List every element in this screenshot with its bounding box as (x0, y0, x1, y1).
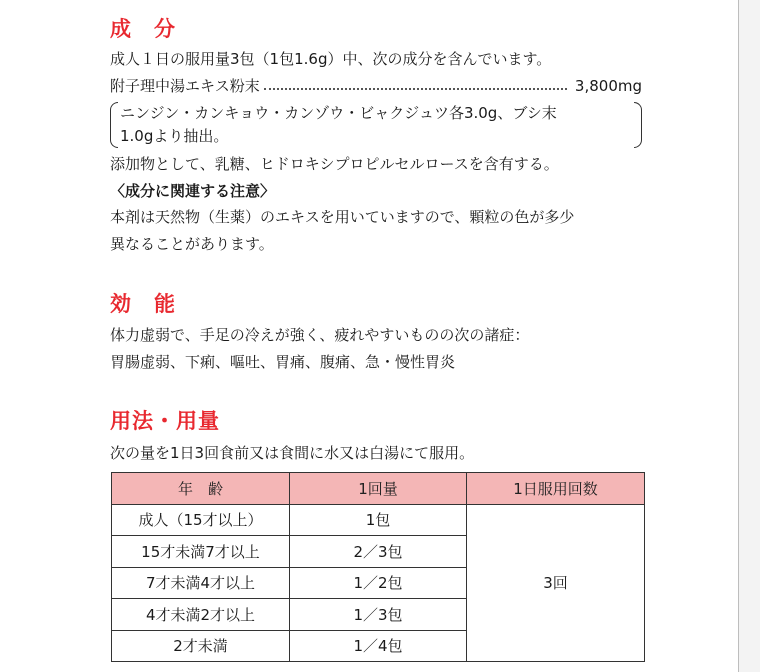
row-amount: 2／3包 (290, 536, 467, 568)
ingredients-note-line-1: 本剤は天然物（生薬）のエキスを用いていますので、顆粒の色が多少 (110, 208, 575, 226)
dot-leader (264, 88, 567, 90)
table-header-row (112, 473, 645, 505)
row-amount: 1／2包 (290, 567, 467, 599)
ingredients-note-line-2: 異なることがあります。 (110, 235, 274, 253)
row-amount: 1／3包 (290, 599, 467, 631)
efficacy-heading: 効 能 (110, 292, 176, 316)
table-row (112, 504, 645, 536)
ingredients-note-heading: 〈成分に関連する注意〉 (110, 182, 276, 200)
row-amount: 1包 (290, 504, 467, 536)
row-age: 4才未満2才以上 (112, 599, 290, 631)
ingredient-name: 附子理中湯エキス粉末 (110, 77, 260, 95)
left-bracket (110, 102, 118, 148)
row-age: 成人（15才以上） (112, 504, 290, 536)
ingredients-intro: 成人１日の服用量3包（1包1.6g）中、次の成分を含んでいます。 (110, 50, 552, 68)
herb-composition-bracket (110, 102, 642, 148)
row-age: 15才未満7才以上 (112, 536, 290, 568)
times-per-day-cell: 3回 (467, 504, 645, 662)
herbs-line-1: ニンジン・カンキョウ・カンゾウ・ビャクジュツ各3.0g、ブシ末 (120, 104, 557, 122)
ingredient-item-row (110, 76, 642, 96)
row-age: 2才未満 (112, 630, 290, 662)
right-bracket (634, 102, 642, 148)
row-age: 7才未満4才以上 (112, 567, 290, 599)
header-single-dose: 1回量 (290, 473, 467, 505)
additives-text: 添加物として、乳糖、ヒドロキシプロピルセルロースを含有する。 (110, 155, 559, 173)
dosage-instruction: 次の量を1日3回食前又は食間に水又は白湯にて服用。 (110, 444, 475, 462)
header-daily-times: 1日服用回数 (467, 473, 645, 505)
herbs-line-2: 1.0gより抽出。 (120, 127, 229, 145)
efficacy-line-1: 体力虚弱で、手足の冷えが強く、疲れやすいものの次の諸症： (110, 326, 530, 344)
efficacy-line-2: 胃腸虚弱、下痢、嘔吐、胃痛、腹痛、急・慢性胃炎 (110, 353, 456, 371)
viewer-margin (739, 0, 760, 672)
row-amount: 1／4包 (290, 630, 467, 662)
header-age: 年 齢 (112, 473, 290, 505)
dosage-table (111, 472, 645, 662)
ingredients-heading: 成 分 (110, 17, 176, 41)
ingredient-amount: 3,800mg (574, 77, 642, 95)
dosage-heading: 用法・用量 (110, 409, 220, 433)
